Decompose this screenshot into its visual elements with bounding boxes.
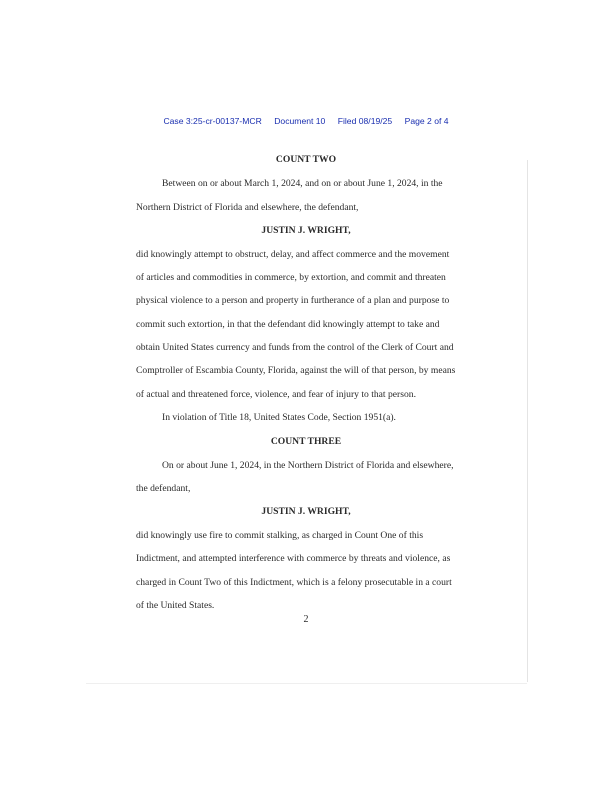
- count-two-intro-line: Between on or about March 1, 2024, and on or about June 1, 2024, in the: [162, 178, 443, 189]
- count-two-violation: In violation of Title 18, United States Code, Section 1951(a).: [162, 412, 396, 423]
- count-two-body-line: physical violence to a person and property in furtherance of a plan and purpose to: [136, 295, 450, 306]
- document-number: Document 10: [274, 116, 326, 126]
- case-number: Case 3:25-cr-00137-MCR: [163, 116, 262, 126]
- count-two-body-line: Comptroller of Escambia County, Florida, against the will of that person, by means: [136, 365, 456, 376]
- count-two-body-line: commit such extortion, in that the defendant did knowingly attempt to take and: [136, 319, 440, 330]
- page-indicator: Page 2 of 4: [404, 116, 449, 126]
- count-three-body-line: Indictment, and attempted interference with commerce by threats and violence, as: [136, 553, 451, 564]
- court-filing-header: [0, 116, 612, 126]
- count-two-body-line: did knowingly attempt to obstruct, delay, and affect commerce and the movement: [136, 249, 450, 260]
- filed-date: Filed 08/19/25: [337, 116, 393, 126]
- count-three-intro-line: On or about June 1, 2024, in the Northern District of Florida and elsewhere,: [162, 460, 454, 471]
- count-three-body-line: did knowingly use fire to commit stalking, as charged in Count One of this: [136, 530, 424, 541]
- count-two-body-line: obtain United States currency and funds from the control of the Clerk of Court and: [136, 342, 454, 353]
- count-two-heading: COUNT TWO: [275, 154, 337, 165]
- count-two-intro-line: Northern District of Florida and elsewhere, the defendant,: [136, 202, 359, 213]
- scan-edge-bottom: [86, 683, 527, 684]
- count-three-heading: COUNT THREE: [270, 436, 342, 447]
- count-two-defendant: JUSTIN J. WRIGHT,: [261, 225, 351, 236]
- count-two-body-line: of articles and commodities in commerce, by extortion, and commit and threaten: [136, 272, 446, 283]
- count-three-intro-line: the defendant,: [136, 483, 191, 494]
- count-three-defendant: JUSTIN J. WRIGHT,: [261, 506, 351, 517]
- count-three-body-line: charged in Count Two of this Indictment, which is a felony prosecutable in a court: [136, 577, 452, 588]
- scan-edge-right: [527, 160, 528, 682]
- count-three-body-line: of the United States.: [136, 600, 215, 611]
- page-number: 2: [303, 614, 309, 625]
- count-two-body-line: of actual and threatened force, violence, and fear of injury to that person.: [136, 389, 416, 400]
